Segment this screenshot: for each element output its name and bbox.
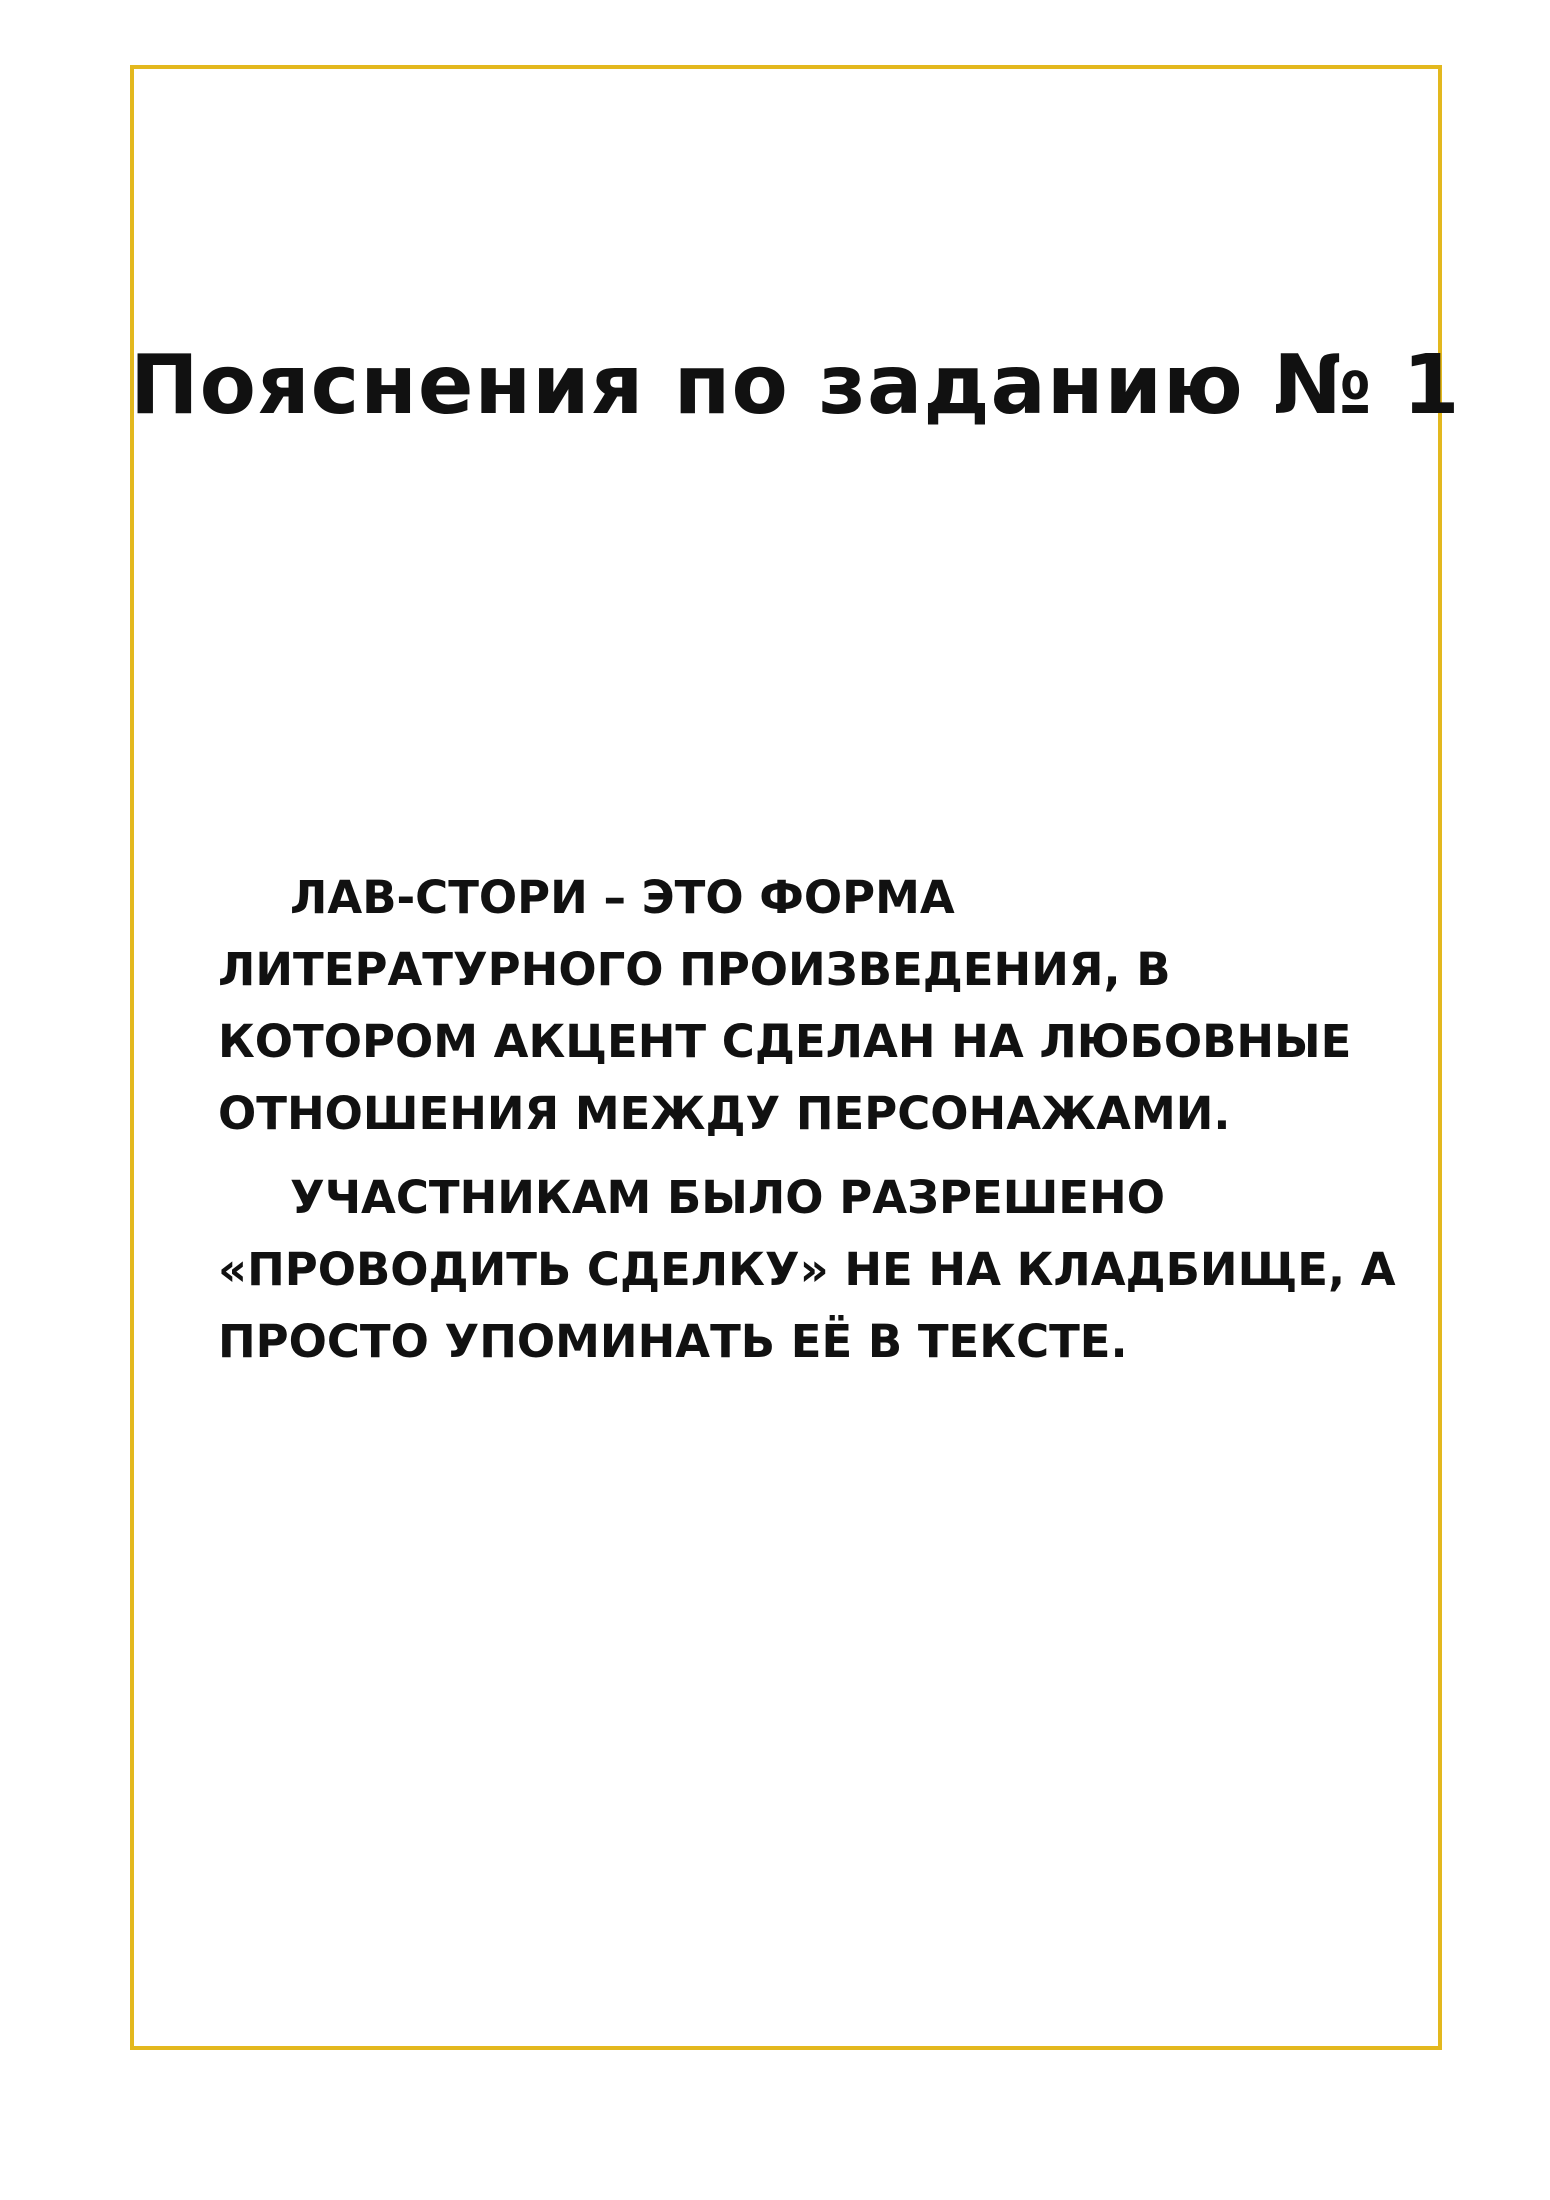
paragraph-love-story-definition: ЛАВ-СТОРИ – ЭТО ФОРМА ЛИТЕРАТУРНОГО ПРОИЗВЕДЕНИЯ, В КОТОРОМ АКЦЕНТ СДЕЛАН НА ЛЮБОВНЫЕ ОТНОШЕНИЯ МЕЖДУ ПЕРСОНАЖАМИ.	[218, 871, 1352, 1140]
paragraph-deal-location-note: УЧАСТНИКАМ БЫЛО РАЗРЕШЕНО «ПРОВОДИТЬ СДЕЛКУ» НЕ НА КЛАДБИЩЕ, А ПРОСТО УПОМИНАТЬ ЕЁ В ТЕКСТЕ.	[218, 1171, 1396, 1368]
page-title: Пояснения по заданию № 1	[130, 338, 1461, 433]
